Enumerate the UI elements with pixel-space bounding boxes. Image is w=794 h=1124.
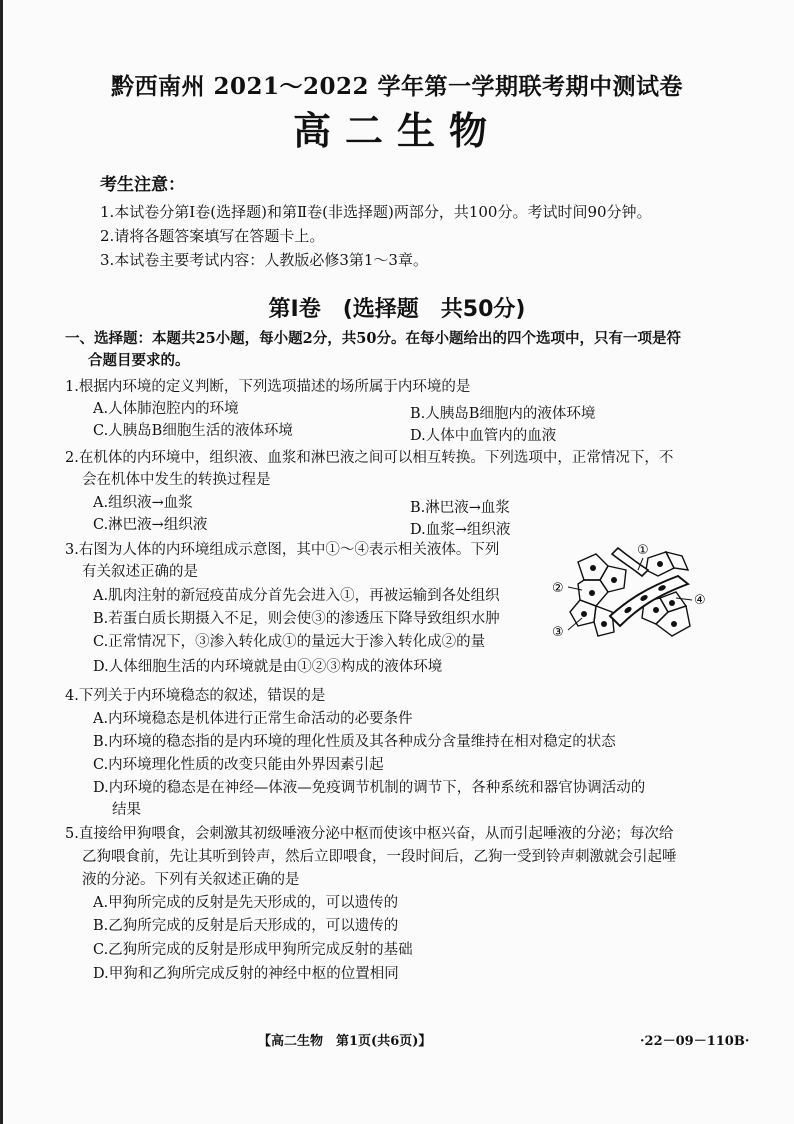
diagram-label-2: ② <box>552 581 564 596</box>
question-5-stem: 液的分泌。下列有关叙述正确的是 <box>82 872 300 888</box>
question-3-option-a: A.肌肉注射的新冠疫苗成分首先会进入①，再被运输到各处组织 <box>93 588 500 604</box>
capillary <box>610 576 688 626</box>
question-5-stem: 5.直接给甲狗喂食，会刺激其初级唾液分泌中枢而使该中枢兴奋，从而引起唾液的分泌；每次给 <box>65 826 674 842</box>
subject-title: 高二生物 <box>292 108 501 153</box>
section-heading: 第Ⅰ卷 (选择题 共50分) <box>268 297 526 322</box>
notice-item: 3.本试卷主要考试内容：人教版必修3第1～3章。 <box>100 251 428 269</box>
question-4-option-a: A.内环境稳态是机体进行正常生命活动的必要条件 <box>93 711 413 727</box>
internal-environment-diagram <box>548 540 718 645</box>
question-2-option-d: D.血浆→组织液 <box>410 522 511 538</box>
question-4-stem: 4.下列关于内环境稳态的叙述，错误的是 <box>65 688 326 704</box>
question-4-option-d: D.内环境的稳态是在神经—体液—免疫调节机制的调节下，各种系统和器官协调活动的 <box>93 780 646 796</box>
question-2-stem: 会在机体中发生的转换过程是 <box>82 472 271 488</box>
notice-item: 1.本试卷分第Ⅰ卷(选择题)和第Ⅱ卷(非选择题)两部分，共100分。考试时间90分钟。 <box>100 203 652 221</box>
question-2-option-b: B.淋巴液→血浆 <box>410 500 510 516</box>
diagram-label-4: ④ <box>694 593 706 608</box>
page-footer: 【高二生物 第1页(共6页)】 <box>258 1034 432 1049</box>
question-5-option-d: D.甲狗和乙狗所完成反射的神经中枢的位置相同 <box>93 966 399 982</box>
question-5-option-b: B.乙狗所完成的反射是后天形成的，可以遗传的 <box>93 918 399 934</box>
question-3-option-d: D.人体细胞生活的内环境就是由①②③构成的液体环境 <box>93 659 443 675</box>
question-3-stem: 有关叙述正确的是 <box>82 564 198 580</box>
question-2-stem: 2.在机体的内环境中，组织液、血浆和淋巴液之间可以相互转换。下列选项中，正常情况下，不 <box>65 450 674 466</box>
notice-heading: 考生注意： <box>100 175 185 195</box>
question-1-option-a: A.人体肺泡腔内的环境 <box>93 401 239 417</box>
section-instruction: 一、选择题：本题共25小题，每小题2分，共50分。在每小题给出的四个选项中，只有一项是符 <box>65 330 681 347</box>
diagram-label-3: ③ <box>552 625 564 640</box>
question-1-stem: 1.根据内环境的定义判断，下列选项描述的场所属于内环境的是 <box>65 379 471 395</box>
question-2-option-a: A.组织液→血浆 <box>93 495 193 511</box>
question-2-option-c: C.淋巴液→组织液 <box>93 517 208 533</box>
section-instruction: 合题目要求的。 <box>88 352 190 369</box>
question-4-option-c: C.内环境理化性质的改变只能由外界因素引起 <box>93 757 384 773</box>
scan-edge <box>0 0 3 1124</box>
question-3-option-c: C.正常情况下，③渗入转化成①的量远大于渗入转化成②的量 <box>93 634 486 650</box>
question-1-option-d: D.人体中血管内的血液 <box>410 428 557 444</box>
paper-code: ·22－09－110B· <box>640 1034 750 1049</box>
question-5-stem: 乙狗喂食前，先让其听到铃声，然后立即喂食，一段时间后，乙狗一受到铃声刺激就会引起唾 <box>82 849 677 865</box>
question-4-option-d: 结果 <box>112 802 141 818</box>
exam-title: 黔西南州 2021～2022 学年第一学期联考期中测试卷 <box>110 73 684 100</box>
question-5-option-a: A.甲狗所完成的反射是先天形成的，可以遗传的 <box>93 895 399 911</box>
question-3-option-b: B.若蛋白质长期摄入不足，则会使③的渗透压下降导致组织水肿 <box>93 611 500 627</box>
diagram-label-1: ① <box>637 543 649 558</box>
question-5-option-c: C.乙狗所完成的反射是形成甲狗所完成反射的基础 <box>93 942 413 958</box>
question-1-option-b: B.人胰岛B细胞内的液体环境 <box>410 406 596 422</box>
question-1-option-c: C.人胰岛B细胞生活的液体环境 <box>93 423 293 439</box>
question-3-stem: 3.右图为人体的内环境组成示意图，其中①～④表示相关液体。下列 <box>65 542 500 558</box>
notice-item: 2.请将各题答案填写在答题卡上。 <box>100 227 325 245</box>
question-4-option-b: B.内环境的稳态指的是内环境的理化性质及其各种成分含量维持在相对稳定的状态 <box>93 734 616 750</box>
